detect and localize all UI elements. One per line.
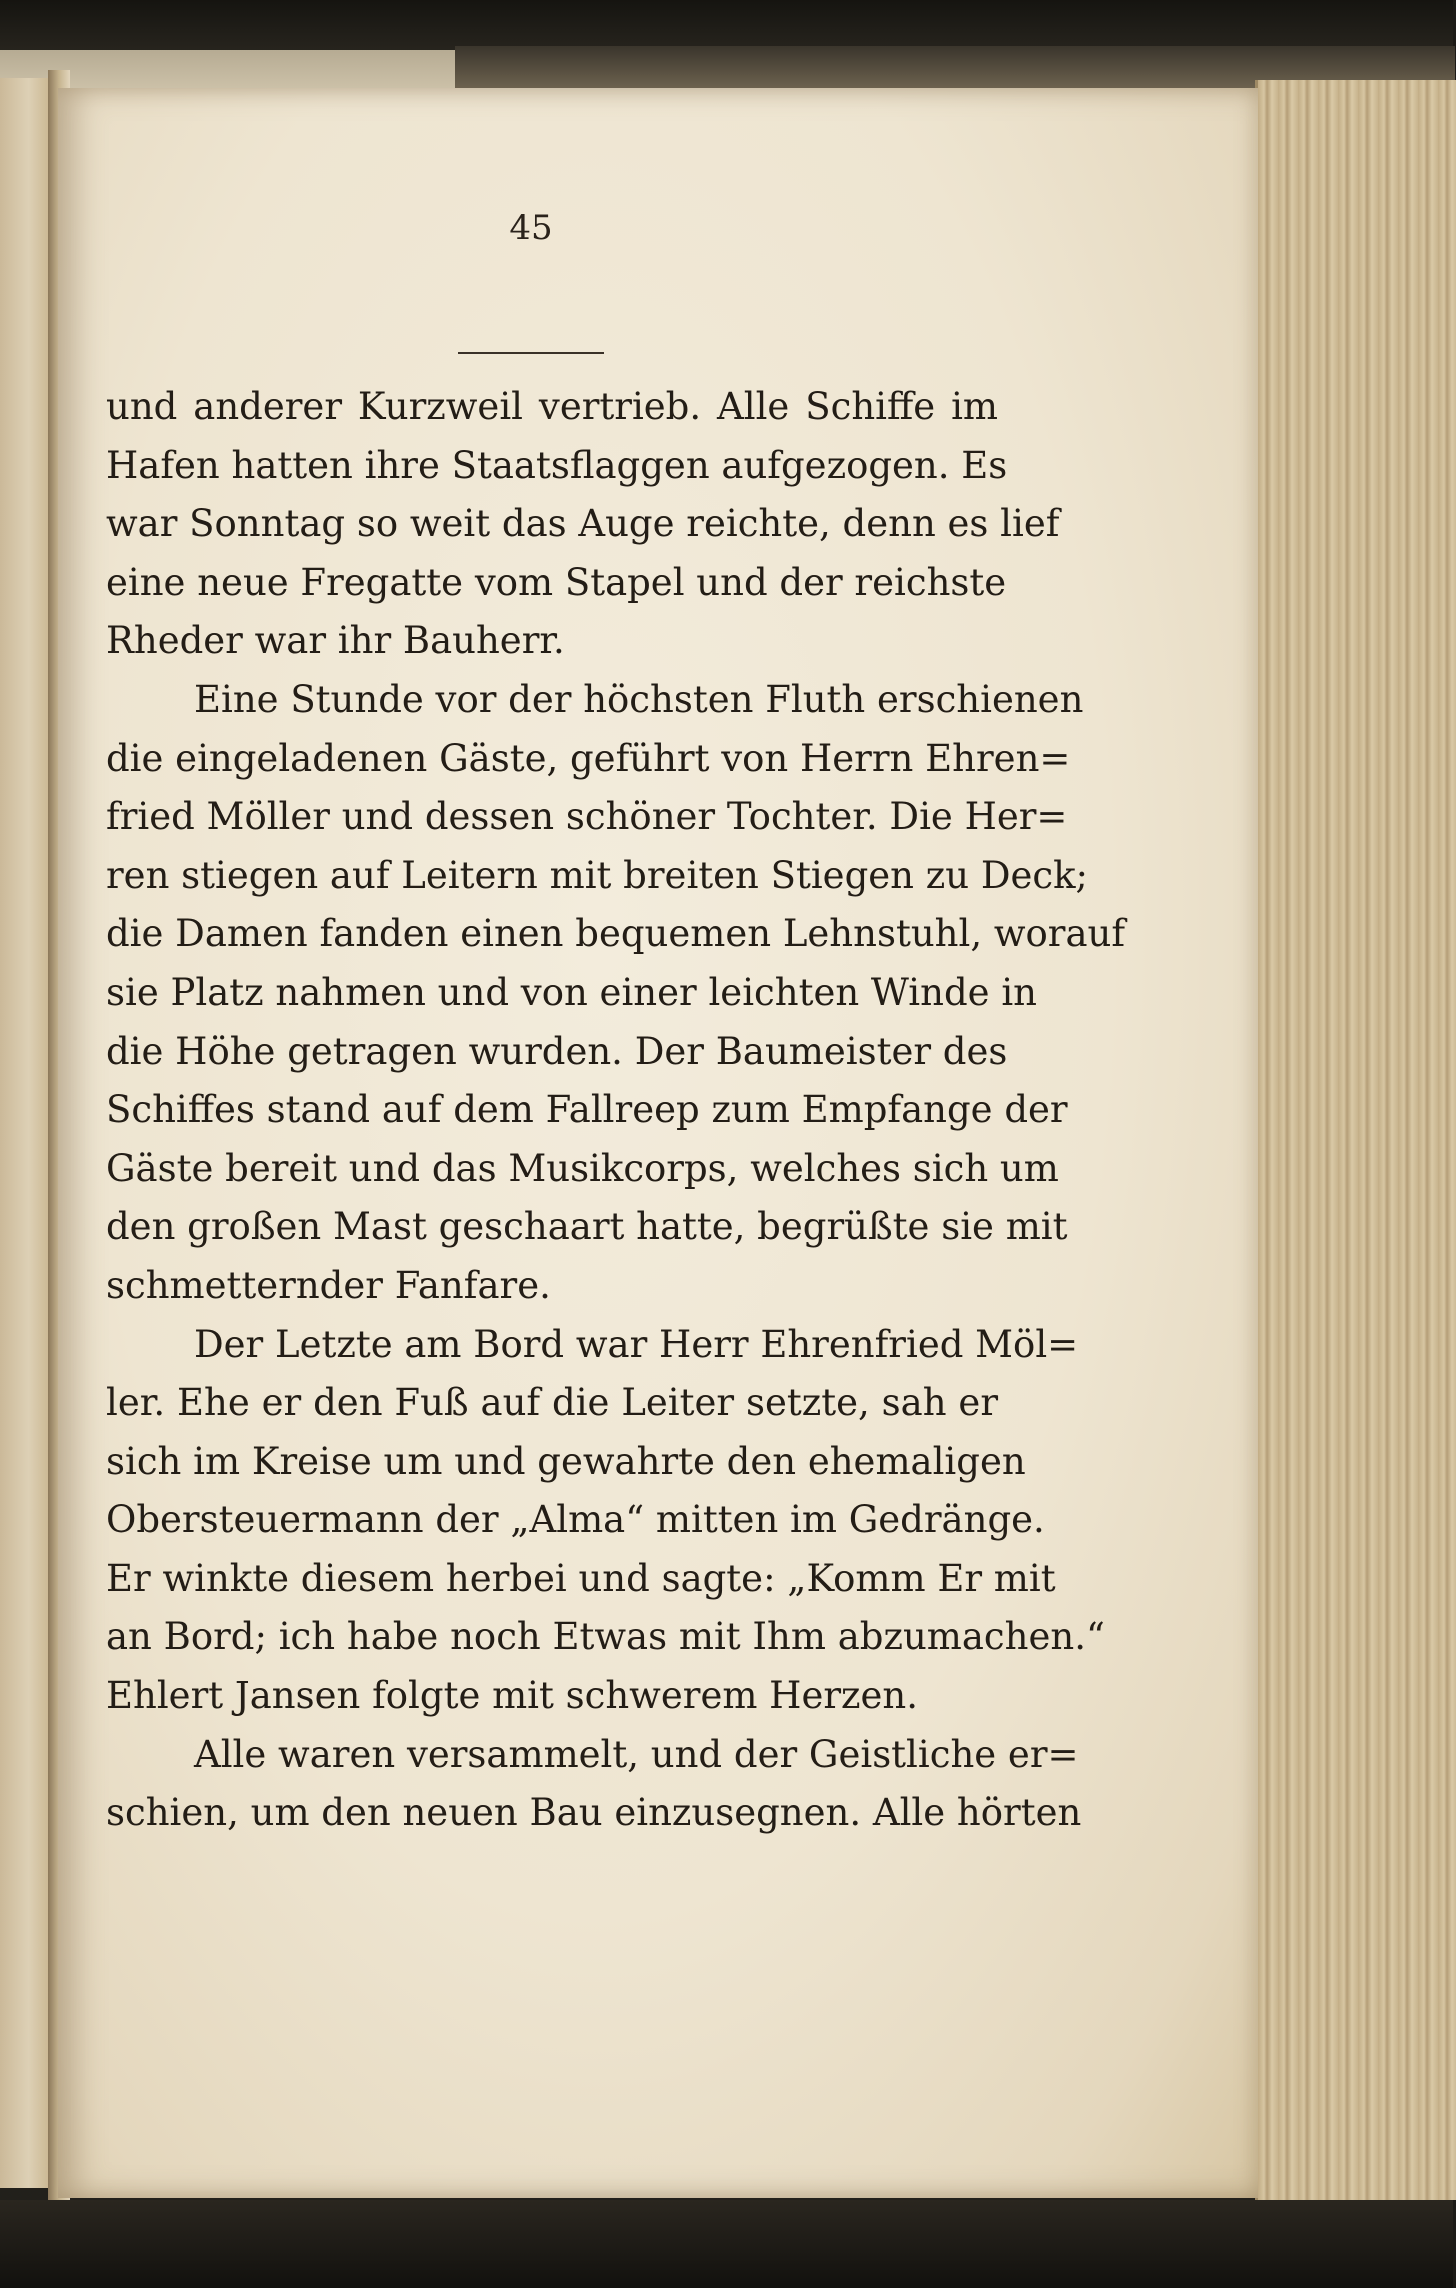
text-line: Ehlert Jansen folgte mit schwerem Herzen. xyxy=(106,1674,919,1718)
page-number: 45 xyxy=(509,208,553,248)
text-line: Gäste bereit und das Musikcorps, welches sich um xyxy=(106,1146,1059,1190)
text-line: Eine Stunde vor der höchsten Fluth erschienen xyxy=(194,677,1084,721)
text-line: den großen Mast geschaart hatte, begrüßte sie mit xyxy=(106,1205,1068,1249)
text-line: Obersteuermann der „Alma“ mitten im Gedränge. xyxy=(106,1498,1045,1542)
body-text xyxy=(106,378,1126,1843)
text-line: Der Letzte am Bord war Herr Ehrenfried Möl= xyxy=(194,1322,1079,1366)
text-line: Alle waren versammelt, und der Geistliche er= xyxy=(194,1732,1079,1776)
text-line: sich im Kreise um und gewahrte den ehemaligen xyxy=(106,1439,1026,1483)
text-line: fried Möller und dessen schöner Tochter. Die Her= xyxy=(106,795,1068,839)
page-stack-fore-edge xyxy=(1255,80,1456,2200)
scan-background-bottom xyxy=(0,2200,1453,2288)
previous-page-edge xyxy=(0,78,54,2188)
text-line: und anderer Kurzweil vertrieb. Alle Schiffe im xyxy=(106,385,998,428)
text-line: ren stiegen auf Leitern mit breiten Stiegen zu Deck; xyxy=(106,853,1088,897)
text-line: schien, um den neuen Bau einzusegnen. Alle hörten xyxy=(106,1791,1082,1835)
text-line: an Bord; ich habe noch Etwas mit Ihm abzumachen.“ xyxy=(106,1615,1105,1659)
text-line: Rheder war ihr Bauherr. xyxy=(106,619,565,663)
header-rule xyxy=(458,352,604,354)
text-line: eine neue Fregatte vom Stapel und der reichste xyxy=(106,560,1007,604)
text-line: ler. Ehe er den Fuß auf die Leiter setzte, sah er xyxy=(106,1381,998,1425)
text-line: Hafen hatten ihre Staatsflaggen aufgezogen. Es xyxy=(106,443,1008,487)
text-line: schmetternder Fanfare. xyxy=(106,1263,551,1307)
text-line: sie Platz nahmen und von einer leichten Winde in xyxy=(106,970,1037,1014)
text-line: die Damen fanden einen bequemen Lehnstuhl, worauf xyxy=(106,912,1126,956)
text-line: Schiffes stand auf dem Fallreep zum Empfange der xyxy=(106,1088,1068,1132)
text-line: die Höhe getragen wurden. Der Baumeister des xyxy=(106,1029,1008,1073)
text-line: die eingeladenen Gäste, geführt von Herrn Ehren= xyxy=(106,736,1071,780)
text-line: Er winkte diesem herbei und sagte: „Komm Er mit xyxy=(106,1556,1056,1600)
text-line: war Sonntag so weit das Auge reichte, denn es lief xyxy=(106,502,1060,546)
